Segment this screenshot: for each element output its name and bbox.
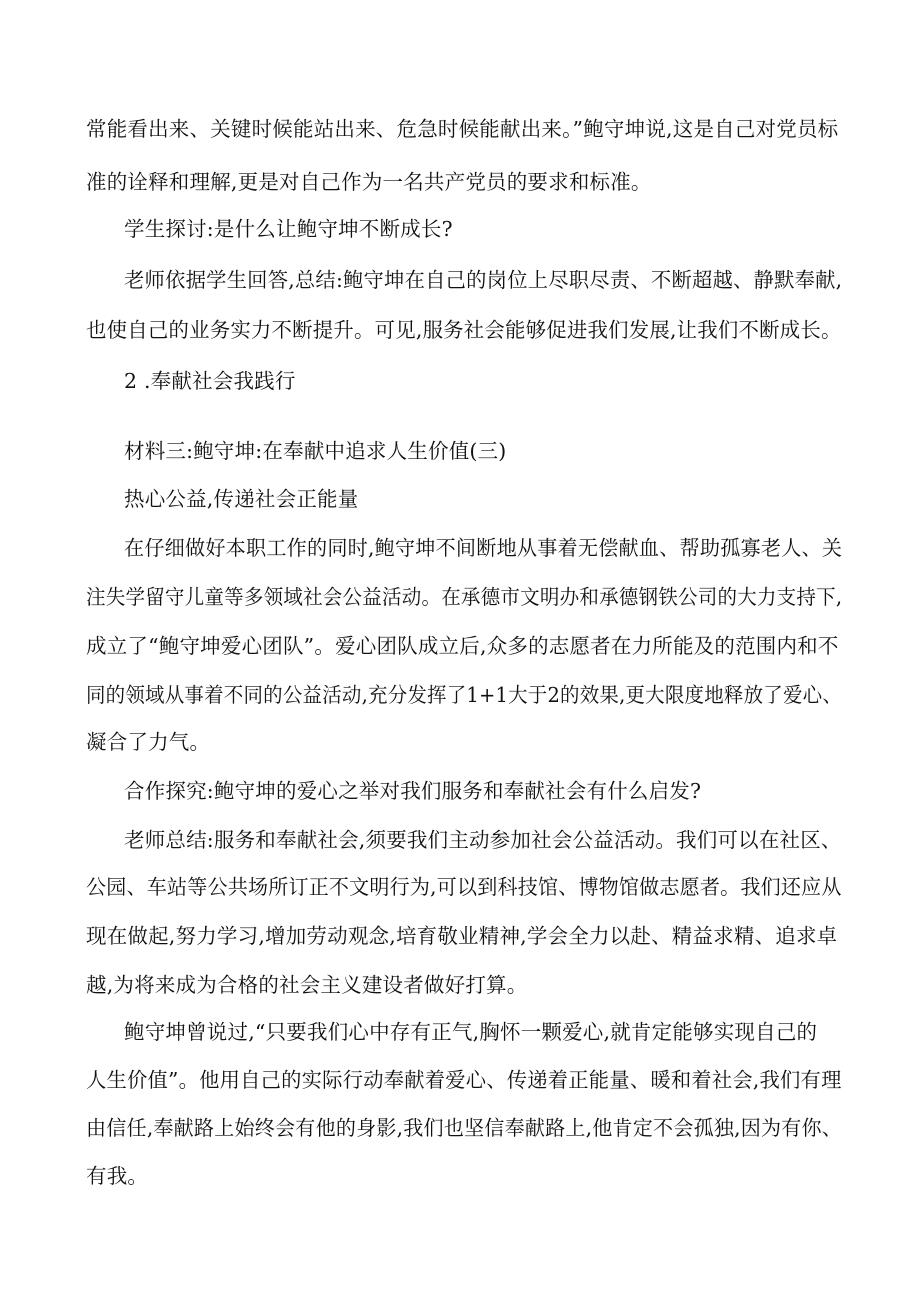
text-line: 常能看出来、关键时候能站出来、危急时候能献出来。”鲍守坤说,这是自己对党员标 (86, 117, 839, 141)
text-line: 老师总结:服务和奉献社会,须要我们主动参加社会公益活动。我们可以在社区、 (124, 828, 842, 852)
text-line: 由信任,奉献路上始终会有他的身影,我们也坚信奉献路上,他肯定不会孤独,因为有你、 (86, 1116, 843, 1140)
text-line: 公园、车站等公共场所订正不文明行为,可以到科技馆、博物馆做志愿者。我们还应从 (86, 875, 842, 899)
text-line: 材料三:鲍守坤:在奉献中追求人生价值(三) (124, 439, 507, 463)
section-heading: 2 .奉献社会我践行 (124, 369, 296, 393)
text-line: 也使自己的业务实力不断提升。可见,服务社会能够促进我们发展,让我们不断成长。 (86, 318, 842, 342)
text-line: 合作探究:鲍守坤的爱心之举对我们服务和奉献社会有什么启发? (124, 779, 702, 803)
text-line: 同的领域从事着不同的公益活动,充分发挥了1+1大于2的效果,更大限度地释放了爱心、 (86, 683, 843, 707)
text-line: 在仔细做好本职工作的同时,鲍守坤不间断地从事着无偿献血、帮助孤寡老人、关 (124, 536, 843, 560)
text-line: 学生探讨:是什么让鲍守坤不断成长? (124, 217, 453, 241)
text-line: 老师依据学生回答,总结:鲍守坤在自己的岗位上尽职尽责、不断超越、静默奉献, (124, 268, 843, 292)
text-line: 鲍守坤曾说过,“只要我们心中存有正气,胸怀一颗爱心,就肯定能够实现自己的 (124, 1020, 818, 1044)
text-line: 准的诠释和理解,更是对自己作为一名共产党员的要求和标准。 (86, 170, 652, 194)
text-line: 成立了“鲍守坤爱心团队”。爱心团队成立后,众多的志愿者在力所能及的范围内和不 (86, 634, 839, 658)
text-line: 注失学留守儿童等多领域社会公益活动。在承德市文明办和承德钢铁公司的大力支持下, (86, 585, 843, 609)
text-line: 现在做起,努力学习,增加劳动观念,培育敬业精神,学会全力以赴、精益求精、追求卓 (86, 924, 838, 948)
text-line: 凝合了力气。 (86, 730, 211, 754)
text-line: 有我。 (86, 1164, 149, 1188)
text-line: 越,为将来成为合格的社会主义建设者做好打算。 (86, 973, 528, 997)
text-line: 人生价值”。他用自己的实际行动奉献着爱心、传递着正能量、暖和着社会,我们有理 (86, 1068, 842, 1092)
text-line: 热心公益,传递社会正能量 (124, 487, 359, 511)
